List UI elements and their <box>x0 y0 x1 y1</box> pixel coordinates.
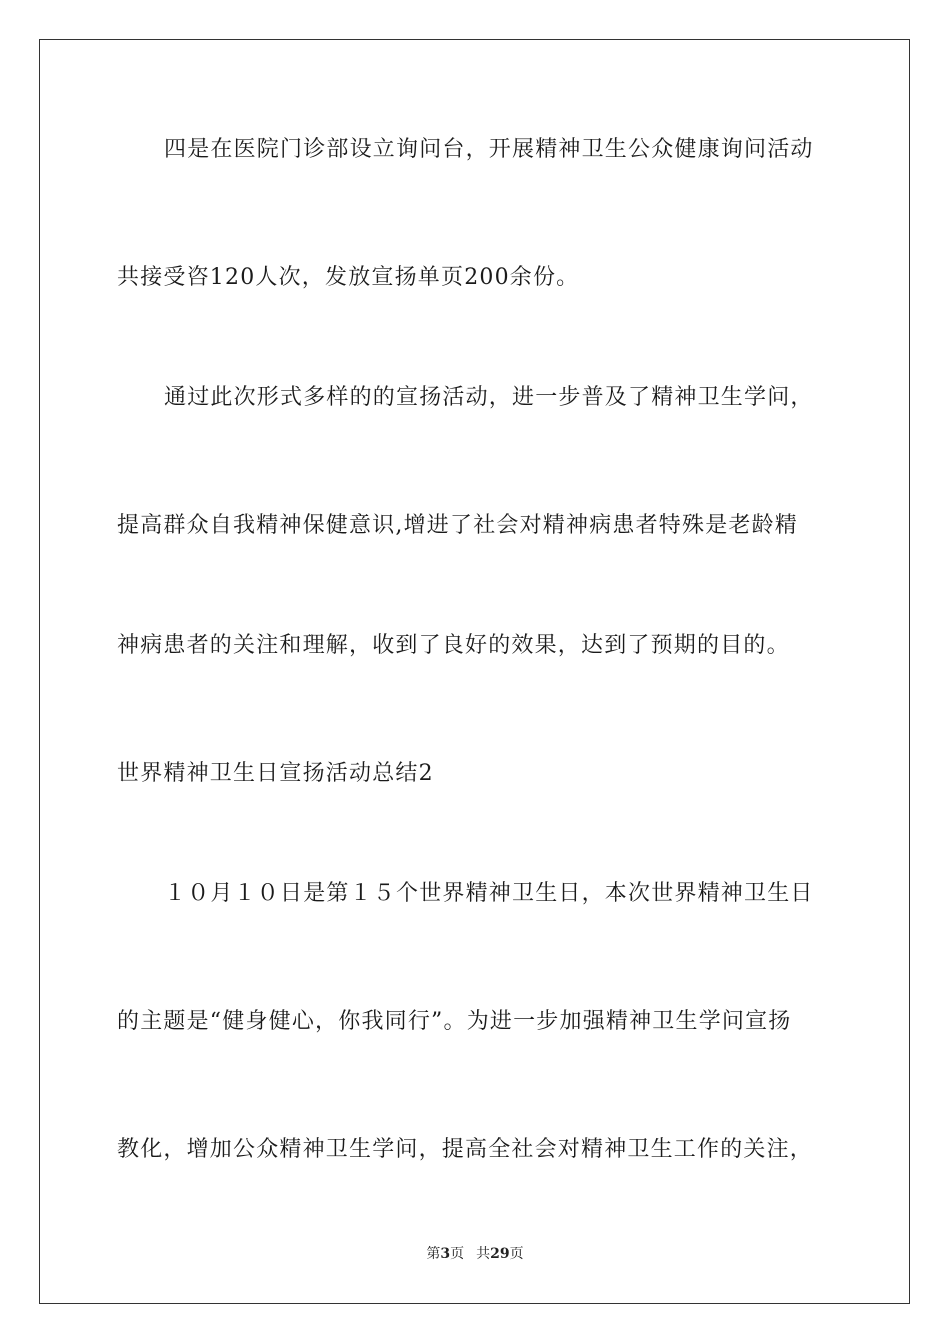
section-heading: 世界精神卫生日宣扬活动总结2 <box>117 761 434 786</box>
paragraph-line: 提高群众自我精神保健意识,增进了社会对精神病患者特殊是老龄精 <box>117 513 798 538</box>
paragraph-line: 神病患者的关注和理解，收到了良好的效果，达到了预期的目的。 <box>117 633 790 658</box>
current-page-number: 3 <box>440 1246 451 1262</box>
paragraph-line: １０月１０日是第１５个世界精神卫生日，本次世界精神卫生日 <box>164 881 814 906</box>
page-suffix: 页 <box>450 1246 465 1262</box>
page-footer <box>0 1244 950 1264</box>
page-border <box>39 39 910 1304</box>
paragraph-line: 四是在医院门诊部设立询问台，开展精神卫生公众健康询问活动 <box>164 137 814 162</box>
total-prefix: 共 <box>476 1246 491 1262</box>
paragraph-line: 教化，增加公众精神卫生学问，提高全社会对精神卫生工作的关注， <box>117 1137 814 1162</box>
total-page-count: 29 <box>490 1246 510 1262</box>
paragraph-line: 通过此次形式多样的的宣扬活动，进一步普及了精神卫生学问， <box>164 385 814 410</box>
page-prefix: 第 <box>426 1246 441 1262</box>
paragraph-line: 的主题是“健身健心，你我同行”。为进一步加强精神卫生学问宣扬 <box>117 1009 792 1034</box>
total-suffix: 页 <box>509 1246 524 1262</box>
paragraph-line: 共接受咨120人次，发放宣扬单页200余份。 <box>117 265 580 290</box>
